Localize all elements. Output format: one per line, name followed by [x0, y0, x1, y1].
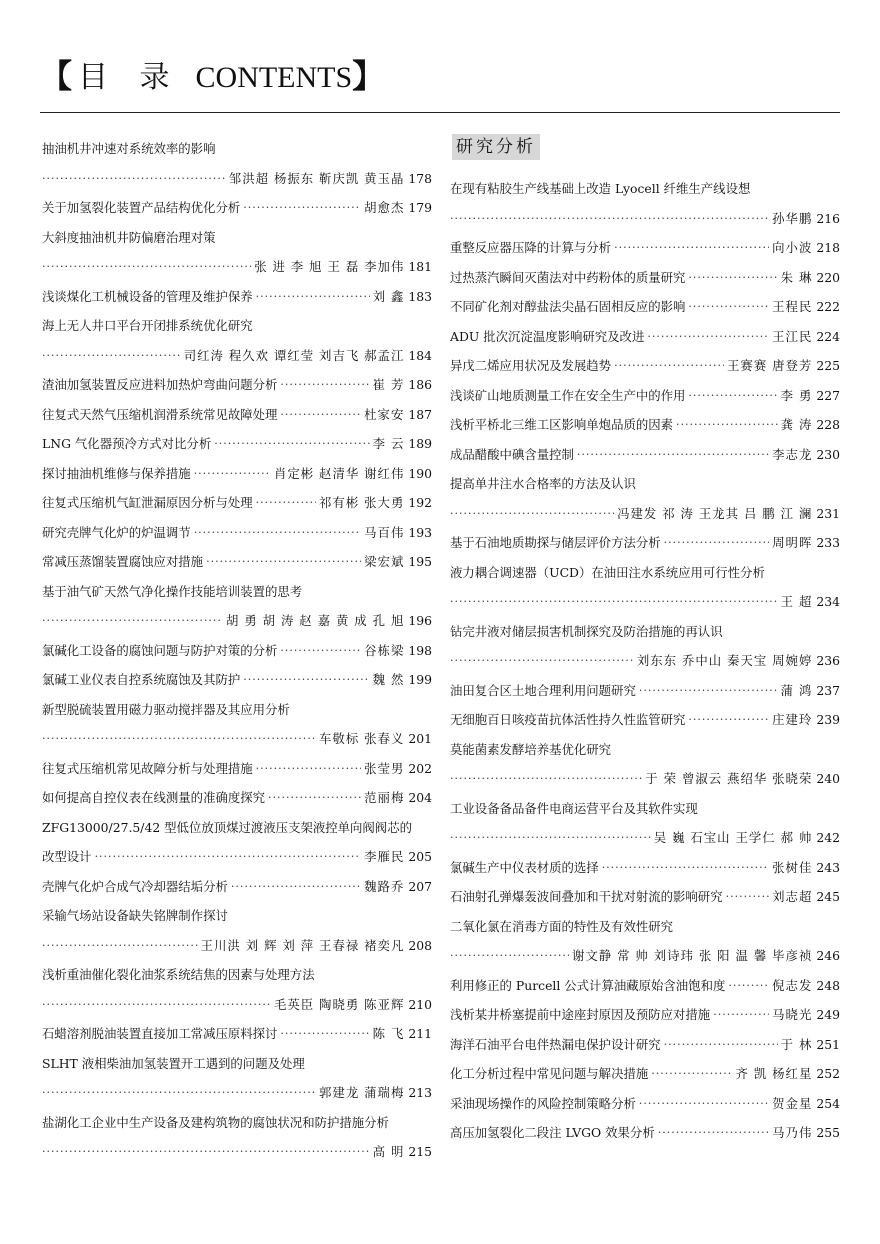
- entry-page-number: 187: [408, 406, 432, 422]
- dot-leader: [450, 646, 634, 676]
- entry-page-number: 240: [816, 771, 840, 786]
- entry-title: 油田复合区土地合理利用问题研究: [450, 682, 636, 698]
- entry-authors: 王川洪 刘 辉 刘 萍 王春禄 褚奕凡: [200, 937, 405, 953]
- toc-entry-line[interactable]: [450, 764, 840, 794]
- entry-authors: 范丽梅: [364, 790, 405, 805]
- dot-leader: [206, 547, 361, 577]
- dot-leader: [728, 971, 769, 1001]
- entry-page-number: 248: [816, 977, 840, 993]
- entry-page-number: 228: [816, 417, 840, 432]
- dot-leader: [256, 754, 362, 784]
- toc-entry-line[interactable]: [450, 204, 840, 234]
- dot-leader: [256, 282, 370, 312]
- toc-entry-line[interactable]: [42, 518, 432, 548]
- dot-leader: [688, 292, 769, 322]
- toc-entry-line[interactable]: [42, 282, 432, 312]
- entry-title: 工业设备备品备件电商运营平台及其软件实现: [450, 800, 698, 816]
- entry-page-number: 179: [408, 200, 432, 215]
- entry-page-number: 199: [408, 672, 432, 687]
- dot-leader: [42, 1137, 370, 1167]
- dot-leader: [450, 587, 778, 617]
- entry-page-number: 211: [408, 1026, 432, 1041]
- dot-leader: [42, 724, 316, 754]
- entry-title: 化工分析过程中常见问题与解决措施: [450, 1066, 649, 1081]
- entry-page-number: 208: [408, 937, 432, 953]
- toc-entry-line[interactable]: [450, 469, 840, 499]
- entry-page-number: 246: [816, 948, 840, 963]
- toc-entry-line[interactable]: [42, 341, 432, 371]
- bracket-close: 】: [352, 58, 385, 94]
- toc-entry-line[interactable]: [42, 754, 432, 784]
- toc-entry-line[interactable]: [42, 783, 432, 813]
- entry-title: 石蜡溶剂脱油装置直接加工常减压原料探讨: [42, 1026, 278, 1041]
- entry-authors: 祁有彬 张大勇: [319, 495, 405, 510]
- toc-entry-line[interactable]: [450, 292, 840, 322]
- toc-entry-line[interactable]: [450, 528, 840, 558]
- entry-page-number: 239: [816, 712, 840, 727]
- entry-page-number: 215: [408, 1144, 432, 1159]
- entry-page-number: 204: [408, 790, 432, 805]
- entry-authors: 庄建玲: [772, 712, 813, 727]
- toc-entry-line[interactable]: [42, 960, 432, 990]
- entry-page-number: 255: [816, 1125, 840, 1140]
- dot-leader: [639, 676, 778, 706]
- toc-entry-line[interactable]: [450, 1030, 840, 1060]
- entry-authors: 于 荣 曾淑云 燕绍华 张晓荣: [645, 771, 813, 786]
- dot-leader: [214, 429, 369, 459]
- toc-entry-line[interactable]: [450, 440, 840, 470]
- toc-entry-line[interactable]: [42, 547, 432, 577]
- dot-leader: [688, 381, 777, 411]
- dot-leader: [450, 823, 651, 853]
- entry-title: 不同矿化剂对醇盐法尖晶石固相反应的影响: [450, 299, 686, 314]
- entry-page-number: 213: [408, 1085, 432, 1100]
- toc-entry-line[interactable]: [450, 941, 840, 971]
- entry-authors: 胡愈杰: [364, 200, 405, 215]
- entry-authors: 车敬标 张春义: [319, 731, 405, 746]
- toc-entry-line[interactable]: [450, 351, 840, 381]
- dot-leader: [243, 193, 361, 223]
- toc-entry-line[interactable]: [42, 459, 432, 489]
- dot-leader: [280, 370, 369, 400]
- entry-title: 如何提高自控仪表在线测量的准确度探究: [42, 790, 266, 805]
- dot-leader: [42, 990, 271, 1020]
- dot-leader: [664, 1030, 778, 1060]
- toc-entry-line[interactable]: [42, 606, 432, 636]
- entry-title: 成品醋酸中碘含量控制: [450, 446, 574, 462]
- toc-entry-line[interactable]: [42, 1137, 432, 1167]
- bracket-open: 【: [40, 58, 73, 94]
- toc-entry-line[interactable]: [42, 1049, 432, 1079]
- toc-entry-line[interactable]: [42, 370, 432, 400]
- toc-entry-line[interactable]: [450, 823, 840, 853]
- toc-entry-line[interactable]: [450, 322, 840, 352]
- entry-authors: 杜家安: [364, 406, 405, 422]
- entry-title: 往复式天然气压缩机润滑系统常见故障处理: [42, 406, 278, 422]
- toc-entry-line[interactable]: [42, 223, 432, 253]
- toc-entry-line[interactable]: [450, 233, 840, 263]
- dot-leader: [651, 1059, 732, 1089]
- entry-title: 基于油气矿天然气净化操作技能培训装置的思考: [42, 583, 303, 599]
- entry-title: 浅谈煤化工机械设备的管理及维护保养: [42, 288, 253, 304]
- toc-entry-line[interactable]: [42, 724, 432, 754]
- entry-page-number: 178: [408, 170, 432, 186]
- entry-title: 采油现场操作的风险控制策略分析: [450, 1095, 636, 1111]
- toc-entry-line[interactable]: [450, 381, 840, 411]
- toc-entry-line[interactable]: [450, 735, 840, 765]
- entry-authors: 冯建发 祁 涛 王龙其 吕 鹏 江 澜: [617, 505, 813, 521]
- entry-page-number: 245: [816, 889, 840, 904]
- entry-page-number: 234: [816, 594, 840, 609]
- entry-authors: 马晓光: [772, 1007, 813, 1022]
- entry-authors: 郭建龙 蒲瑞梅: [319, 1085, 405, 1100]
- dot-leader: [42, 341, 181, 371]
- dot-leader: [647, 322, 769, 352]
- left-column: [42, 134, 432, 1167]
- toc-entry-line[interactable]: [450, 882, 840, 912]
- entry-authors: 魏路乔: [364, 878, 405, 894]
- toc-entry-line[interactable]: [450, 646, 840, 676]
- entry-authors: 李雁民: [364, 849, 405, 864]
- dot-leader: [194, 459, 271, 489]
- toc-entry-line[interactable]: [42, 636, 432, 666]
- entry-title: 浅谈矿山地质测量工作在安全生产中的作用: [450, 387, 686, 403]
- contents-title: [40, 60, 840, 93]
- entry-authors: 吴 巍 石宝山 王学仁 郝 帅: [653, 830, 813, 845]
- entry-title: 异戊二烯应用状况及发展趋势: [450, 358, 612, 373]
- entry-authors: 胡 勇 胡 涛 赵 嘉 黄 成 孔 旭: [225, 613, 405, 628]
- entry-title: 浅析某井桥塞提前中途座封原因及预防应对措施: [450, 1007, 711, 1022]
- entry-title: 提高单井注水合格率的方法及认识: [450, 476, 636, 491]
- entry-page-number: 251: [816, 1036, 840, 1052]
- entry-title: 氯碱生产中仪表材质的选择: [450, 859, 599, 875]
- header-divider: [40, 112, 840, 113]
- entry-page-number: 231: [816, 505, 840, 521]
- right-column: [450, 134, 840, 1148]
- toc-entry-line[interactable]: [42, 134, 432, 164]
- entry-page-number: 205: [408, 849, 432, 864]
- entry-page-number: 242: [816, 830, 840, 845]
- entry-authors: 李 勇: [780, 387, 813, 403]
- dot-leader: [243, 665, 369, 695]
- contents-header: [40, 60, 840, 93]
- entry-title: 探讨抽油机维修与保养措施: [42, 465, 191, 481]
- entry-page-number: 195: [408, 554, 432, 569]
- entry-title: 在现有粘胶生产线基础上改造 Lyocell 纤维生产线设想: [450, 181, 751, 196]
- entry-title: 往复式压缩机气缸泄漏原因分析与处理: [42, 495, 253, 510]
- entry-authors: 贺金星: [772, 1095, 813, 1111]
- toc-entry-line[interactable]: [42, 1078, 432, 1108]
- toc-entry-line[interactable]: [450, 853, 840, 883]
- entry-title: 浅析重油催化裂化油浆系统结焦的因素与处理方法: [42, 967, 315, 982]
- toc-entry-line[interactable]: [450, 1089, 840, 1119]
- dot-leader: [450, 764, 642, 794]
- entry-page-number: 196: [408, 613, 432, 628]
- dot-leader: [614, 351, 724, 381]
- dot-leader: [231, 872, 361, 902]
- toc-entry-line[interactable]: [450, 617, 840, 647]
- dot-leader: [614, 233, 769, 263]
- entry-page-number: 201: [408, 731, 432, 746]
- entry-authors: 刘东东 乔中山 秦天宝 周婉婷: [636, 653, 813, 668]
- entry-authors: 龚 涛: [780, 417, 813, 432]
- entry-title: 钻完井液对储层损害机制探究及防治措施的再认识: [450, 623, 723, 639]
- entry-authors: 刘 鑫: [372, 288, 405, 304]
- entry-authors: 刘志超: [772, 889, 813, 904]
- entry-title: 盐湖化工企业中生产设备及建构筑物的腐蚀状况和防护措施分析: [42, 1114, 389, 1130]
- title-english: CONTENTS: [195, 61, 353, 94]
- entry-authors: 王 超: [780, 594, 813, 609]
- entry-authors: 肖定彬 赵清华 谢红伟: [273, 465, 405, 481]
- entry-page-number: 181: [408, 259, 432, 274]
- toc-entry-line[interactable]: [42, 931, 432, 961]
- right-entry-list: [450, 174, 840, 1148]
- dot-leader: [688, 263, 777, 293]
- dot-leader: [676, 410, 778, 440]
- entry-authors: 王江民: [772, 328, 813, 344]
- dot-leader: [713, 1000, 769, 1030]
- entry-title: 液力耦合调速器（UCD）在油田注水系统应用可行性分析: [450, 564, 765, 580]
- dot-leader: [664, 528, 770, 558]
- entry-title: 基于石油地质勘探与储层评价方法分析: [450, 535, 661, 550]
- entry-authors: 李 云: [372, 436, 405, 451]
- dot-leader: [450, 204, 769, 234]
- entry-authors: 司红涛 程久欢 谭红莹 刘吉飞 郝孟江: [183, 347, 405, 363]
- dot-leader: [280, 400, 361, 430]
- dot-leader: [95, 842, 362, 872]
- entry-title: 改型设计: [42, 849, 92, 864]
- dot-leader: [639, 1089, 769, 1119]
- toc-entry-line[interactable]: [42, 990, 432, 1020]
- entry-page-number: 193: [408, 524, 432, 540]
- entry-title: ZFG13000/27.5/42 型低位放顶煤过渡液压支架液控单向阀阀芯的: [42, 819, 412, 835]
- entry-authors: 周明晖: [772, 535, 813, 550]
- toc-entry-line[interactable]: [450, 587, 840, 617]
- entry-page-number: 254: [816, 1095, 840, 1111]
- entry-authors: 马百伟: [364, 524, 405, 540]
- toc-entry-line[interactable]: [450, 676, 840, 706]
- toc-entry-line[interactable]: [450, 1118, 840, 1148]
- entry-authors: 孙华鹏: [772, 210, 813, 226]
- entry-page-number: 207: [408, 878, 432, 894]
- entry-authors: 李志龙: [772, 446, 813, 462]
- entry-authors: 朱 琳: [780, 269, 813, 285]
- entry-page-number: 243: [816, 859, 840, 875]
- entry-title: 往复式压缩机常见故障分析与处理措施: [42, 760, 253, 776]
- entry-authors: 邹洪超 杨振东 靳庆凯 黄玉晶: [228, 170, 405, 186]
- entry-page-number: 252: [816, 1066, 840, 1081]
- entry-page-number: 183: [408, 288, 432, 304]
- toc-entry-line[interactable]: [42, 842, 432, 872]
- toc-entry-line[interactable]: [42, 488, 432, 518]
- toc-entry-line[interactable]: [42, 665, 432, 695]
- entry-authors: 谢文静 常 帅 刘诗玮 张 阳 温 馨 毕彦祯: [571, 948, 813, 963]
- entry-authors: 谷栋梁: [364, 642, 405, 658]
- entry-page-number: 236: [816, 653, 840, 668]
- entry-authors: 蒲 鸿: [780, 682, 813, 698]
- entry-authors: 向小波: [772, 240, 813, 255]
- entry-title: 二氧化氯在消毒方面的特性及有效性研究: [450, 918, 674, 934]
- toc-entry-line[interactable]: [450, 794, 840, 824]
- entry-title: 采输气场站设备缺失铭牌制作探讨: [42, 908, 228, 923]
- toc-entry-line[interactable]: [450, 499, 840, 529]
- entry-page-number: 216: [816, 210, 840, 226]
- entry-title: 大斜度抽油机井防偏磨治理对策: [42, 229, 216, 245]
- dot-leader: [658, 1118, 769, 1148]
- toc-entry-line[interactable]: [42, 311, 432, 341]
- entry-title: ADU 批次沉淀温度影响研究及改进: [450, 328, 645, 344]
- entry-page-number: 222: [816, 299, 840, 314]
- dot-leader: [42, 606, 223, 636]
- entry-page-number: 225: [816, 358, 840, 373]
- toc-entry-line[interactable]: [42, 577, 432, 607]
- entry-authors: 于 林: [780, 1036, 813, 1052]
- entry-title: 常减压蒸馏装置腐蚀应对措施: [42, 554, 204, 569]
- dot-leader: [268, 783, 361, 813]
- entry-page-number: 189: [408, 436, 432, 451]
- dot-leader: [280, 1019, 369, 1049]
- section-heading-research: 研究分析: [452, 134, 540, 160]
- dot-leader: [450, 941, 569, 971]
- entry-title: 研究壳牌气化炉的炉温调节: [42, 524, 191, 540]
- entry-title: 氯碱工业仪表自控系统腐蚀及其防护: [42, 672, 241, 687]
- dot-leader: [726, 882, 770, 912]
- entry-authors: 倪志发: [772, 977, 813, 993]
- dot-leader: [42, 164, 226, 194]
- dot-leader: [602, 853, 769, 883]
- entry-title: 浅析平桥北三维工区影响单炮品质的因素: [450, 417, 674, 432]
- toc-entry-line[interactable]: [42, 813, 432, 843]
- toc-entry-line[interactable]: [450, 1000, 840, 1030]
- dot-leader: [42, 931, 198, 961]
- entry-title: 新型脱硫装置用磁力驱动搅拌器及其应用分析: [42, 701, 290, 717]
- entry-authors: 马乃伟: [772, 1125, 813, 1140]
- toc-entry-line[interactable]: [450, 174, 840, 204]
- entry-page-number: 192: [408, 495, 432, 510]
- entry-authors: 高 明: [372, 1144, 405, 1159]
- entry-title: 高压加氢裂化二段注 LVGO 效果分析: [450, 1125, 655, 1140]
- entry-page-number: 186: [408, 377, 432, 392]
- entry-authors: 王程民: [772, 299, 813, 314]
- entry-title: 无细胞百日咳疫苗抗体活性持久性监管研究: [450, 712, 686, 727]
- entry-title: 氯碱化工设备的腐蚀问题与防护对策的分析: [42, 642, 278, 658]
- entry-page-number: 198: [408, 642, 432, 658]
- entry-title: 石油射孔弹爆轰波间叠加和干扰对射流的影响研究: [450, 889, 723, 904]
- toc-entry-line[interactable]: [450, 705, 840, 735]
- entry-page-number: 227: [816, 387, 840, 403]
- entry-page-number: 249: [816, 1007, 840, 1022]
- entry-authors: 毛英臣 陶晓勇 陈亚辉: [273, 996, 405, 1012]
- entry-authors: 齐 凯 杨红星: [735, 1066, 813, 1081]
- entry-title: 壳牌气化炉合成气冷却器结垢分析: [42, 878, 228, 894]
- toc-entry-line[interactable]: [450, 558, 840, 588]
- dot-leader: [688, 705, 769, 735]
- toc-entry-line[interactable]: [42, 429, 432, 459]
- entry-page-number: 202: [408, 760, 432, 776]
- toc-entry-line[interactable]: [42, 252, 432, 282]
- entry-authors: 梁宏斌: [364, 554, 405, 569]
- entry-authors: 张莹男: [364, 760, 405, 776]
- entry-authors: 张 进 李 旭 王 磊 李加伟: [254, 259, 405, 274]
- entry-page-number: 233: [816, 535, 840, 550]
- dot-leader: [194, 518, 361, 548]
- entry-title: 渣油加氢装置反应进料加热炉弯曲问题分析: [42, 377, 278, 392]
- entry-authors: 魏 然: [372, 672, 405, 687]
- toc-entry-line[interactable]: [42, 695, 432, 725]
- title-chinese: 目 录: [78, 61, 182, 94]
- toc-entry-line[interactable]: [450, 1059, 840, 1089]
- entry-page-number: 220: [816, 269, 840, 285]
- entry-title: 过热蒸汽瞬间灭菌法对中药粉体的质量研究: [450, 269, 686, 285]
- entry-authors: 王赛赛 唐登芳: [727, 358, 813, 373]
- entry-title: 莫能菌素发酵培养基优化研究: [450, 741, 612, 757]
- entry-authors: 崔 芳: [372, 377, 405, 392]
- dot-leader: [577, 440, 769, 470]
- entry-page-number: 230: [816, 446, 840, 462]
- toc-entry-line[interactable]: [450, 912, 840, 942]
- dot-leader: [42, 1078, 316, 1108]
- entry-title: LNG 气化器预冷方式对比分析: [42, 436, 212, 451]
- entry-page-number: 224: [816, 328, 840, 344]
- entry-page-number: 210: [408, 996, 432, 1012]
- entry-title: 利用修正的 Purcell 公式计算油藏原始含油饱和度: [450, 977, 726, 993]
- toc-entry-line[interactable]: [42, 1108, 432, 1138]
- entry-page-number: 190: [408, 465, 432, 481]
- entry-title: 海上无人井口平台开闭排系统优化研究: [42, 318, 253, 333]
- toc-entry-line[interactable]: [42, 872, 432, 902]
- dot-leader: [42, 252, 251, 282]
- dot-leader: [280, 636, 361, 666]
- entry-title: SLHT 液相柴油加氢装置开工遇到的问题及处理: [42, 1055, 305, 1071]
- entry-title: 关于加氢裂化装置产品结构优化分析: [42, 200, 241, 215]
- toc-entry-line[interactable]: [450, 410, 840, 440]
- toc-entry-line[interactable]: [450, 971, 840, 1001]
- entry-authors: 陈 飞: [372, 1026, 405, 1041]
- toc-entry-line[interactable]: [42, 164, 432, 194]
- toc-entry-line[interactable]: [42, 1019, 432, 1049]
- entry-authors: 张树佳: [772, 859, 813, 875]
- toc-entry-line[interactable]: [42, 193, 432, 223]
- entry-page-number: 218: [816, 240, 840, 255]
- entry-title: 海洋石油平台电伴热漏电保护设计研究: [450, 1036, 661, 1052]
- dot-leader: [256, 488, 316, 518]
- dot-leader: [450, 499, 614, 529]
- toc-entry-line[interactable]: [450, 263, 840, 293]
- toc-entry-line[interactable]: [42, 901, 432, 931]
- toc-entry-line[interactable]: [42, 400, 432, 430]
- entry-page-number: 184: [408, 347, 432, 363]
- entry-page-number: 237: [816, 682, 840, 698]
- entry-title: 抽油机井冲速对系统效率的影响: [42, 141, 216, 156]
- entry-title: 重整反应器压降的计算与分析: [450, 240, 612, 255]
